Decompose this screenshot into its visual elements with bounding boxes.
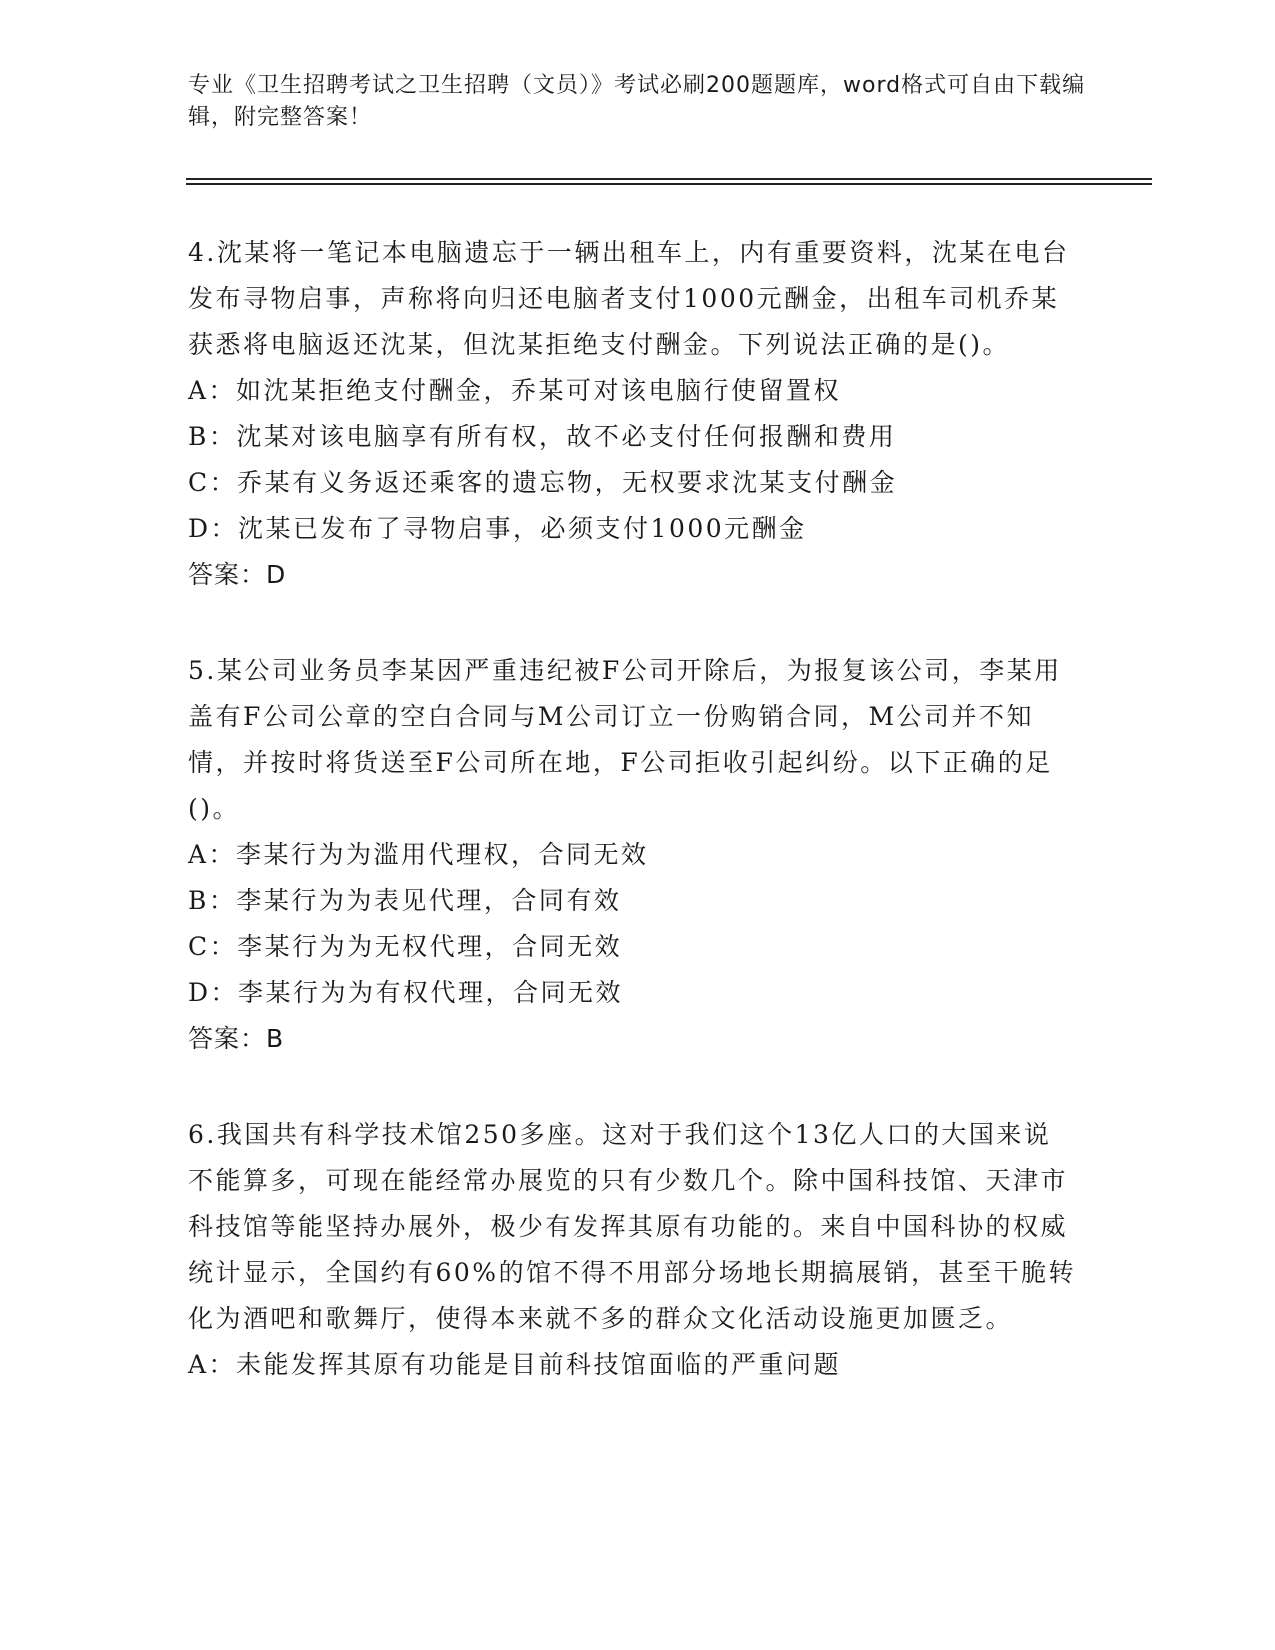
- option-a: A：如沈某拒绝支付酬金，乔某可对该电脑行使留置权: [188, 376, 842, 405]
- option-b: B：李某行为为表见代理，合同有效: [188, 886, 622, 915]
- question-5: [188, 648, 1078, 1062]
- answer-line: 答案：D: [188, 560, 287, 589]
- option-a: A：未能发挥其原有功能是目前科技馆面临的严重问题: [188, 1350, 842, 1379]
- question-stem: 5.某公司业务员李某因严重违纪被F公司开除后，为报复该公司，李某用盖有F公司公章的空白合同与M公司订立一份购销合同，M公司并不知情，并按时将货送至F公司所在地，F公司拒收引起纠纷。以下正确的足()。: [188, 656, 1062, 823]
- option-d: D：李某行为为有权代理，合同无效: [188, 978, 624, 1007]
- option-c: C：乔某有义务返还乘客的遗忘物，无权要求沈某支付酬金: [188, 468, 898, 497]
- option-c: C：李某行为为无权代理，合同无效: [188, 932, 623, 961]
- option-a: A：李某行为为滥用代理权，合同无效: [188, 840, 649, 869]
- answer-line: 答案：B: [188, 1024, 285, 1053]
- question-list: [188, 230, 1078, 1438]
- header-rule-bottom: [186, 183, 1152, 185]
- option-d: D：沈某已发布了寻物启事，必须支付1000元酬金: [188, 514, 807, 543]
- document-header: 专业《卫生招聘考试之卫生招聘（文员）》考试必刷200题题库，word格式可自由下载编辑，附完整答案！: [188, 73, 1086, 130]
- question-6: [188, 1112, 1078, 1388]
- question-4: [188, 230, 1078, 598]
- question-stem: 4.沈某将一笔记本电脑遗忘于一辆出租车上，内有重要资料，沈某在电台发布寻物启事，声称将向归还电脑者支付1000元酬金，出租车司机乔某获悉将电脑返还沈某，但沈某拒绝支付酬金。下列说法正确的是()。: [188, 238, 1070, 359]
- option-b: B：沈某对该电脑享有所有权，故不必支付任何报酬和费用: [188, 422, 897, 451]
- header-rule-top: [186, 178, 1152, 180]
- question-stem: 6.我国共有科学技术馆250多座。这对于我们这个13亿人口的大国来说不能算多，可现在能经常办展览的只有少数几个。除中国科技馆、天津市科技馆等能坚持办展外，极少有发挥其原有功能的。来自中国科协的权威统计显示，全国约有60%的馆不得不用部分场地长期搞展销，甚至干脆转化为酒吧和歌舞厅，使得本来就不多的群众文化活动设施更加匮乏。: [188, 1120, 1077, 1333]
